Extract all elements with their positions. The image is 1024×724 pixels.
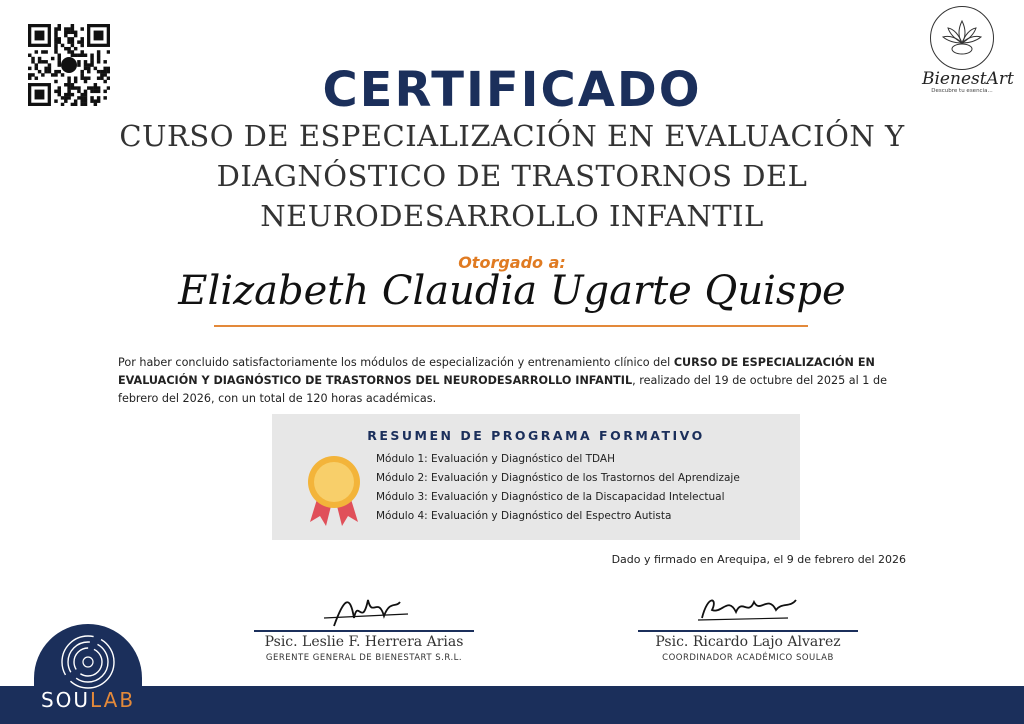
soulab-soul: SOU [40, 688, 91, 712]
signature-line [638, 630, 858, 632]
soulab-logo [34, 624, 142, 724]
name-underline [214, 325, 808, 327]
soulab-wordmark [34, 688, 142, 712]
soulab-rings-icon [58, 632, 118, 692]
module-item: Módulo 2: Evaluación y Diagnóstico de los Trastornos del Aprendizaje [376, 472, 740, 484]
bienestart-brand: BienestArt [922, 69, 1014, 89]
bienestart-tagline: Descubre tu esencia... [931, 88, 993, 94]
signature-line [254, 630, 474, 632]
program-summary-box [272, 414, 800, 540]
awarded-label: Otorgado a: [458, 253, 566, 272]
signer-name: Psic. Ricardo Lajo Alvarez [655, 634, 841, 650]
lotus-icon [930, 6, 994, 70]
body-text-2: , realizado del 19 de octubre del 2025 al 1 de febrero del 2026, con un total de 120 horas académicas. [118, 374, 887, 405]
signer-name: Psic. Leslie F. Herrera Arias [264, 634, 464, 650]
footer-band [0, 686, 1024, 724]
course-title: CURSO DE ESPECIALIZACIÓN EN EVALUACIÓN Y DIAGNÓSTICO DE TRASTORNOS DEL NEURODESARROLLO INFANTIL [119, 119, 905, 233]
recipient-name: Elizabeth Claudia Ugarte Quispe [178, 268, 846, 314]
date-line: Dado y firmado en Arequipa, el 9 de febrero del 2026 [611, 553, 906, 566]
medal-icon [302, 450, 366, 530]
signature-scribble-right [688, 588, 808, 632]
soulab-lab: LAB [90, 688, 136, 712]
body-text-1: Por haber concluido satisfactoriamente los módulos de especialización y entrenamiento clínico del [118, 356, 674, 369]
body-course-bold: CURSO DE ESPECIALIZACIÓN EN EVALUACIÓN Y DIAGNÓSTICO DE TRASTORNOS DEL NEURODESARROLLO INFANTIL [118, 356, 875, 387]
signer-role: COORDINADOR ACADÉMICO SOULAB [662, 653, 834, 663]
signer-role: GERENTE GENERAL DE BIENESTART S.R.L. [265, 653, 463, 663]
certificate-title: CERTIFICADO [322, 62, 702, 118]
module-list [376, 450, 796, 526]
program-heading: RESUMEN DE PROGRAMA FORMATIVO [367, 428, 705, 443]
certificate-body [118, 354, 908, 408]
signature-scribble-left [304, 588, 424, 632]
module-item: Módulo 1: Evaluación y Diagnóstico del TDAH [376, 453, 615, 465]
module-item: Módulo 4: Evaluación y Diagnóstico del Espectro Autista [376, 510, 672, 522]
module-item: Módulo 3: Evaluación y Diagnóstico de la Discapacidad Intelectual [376, 491, 725, 503]
